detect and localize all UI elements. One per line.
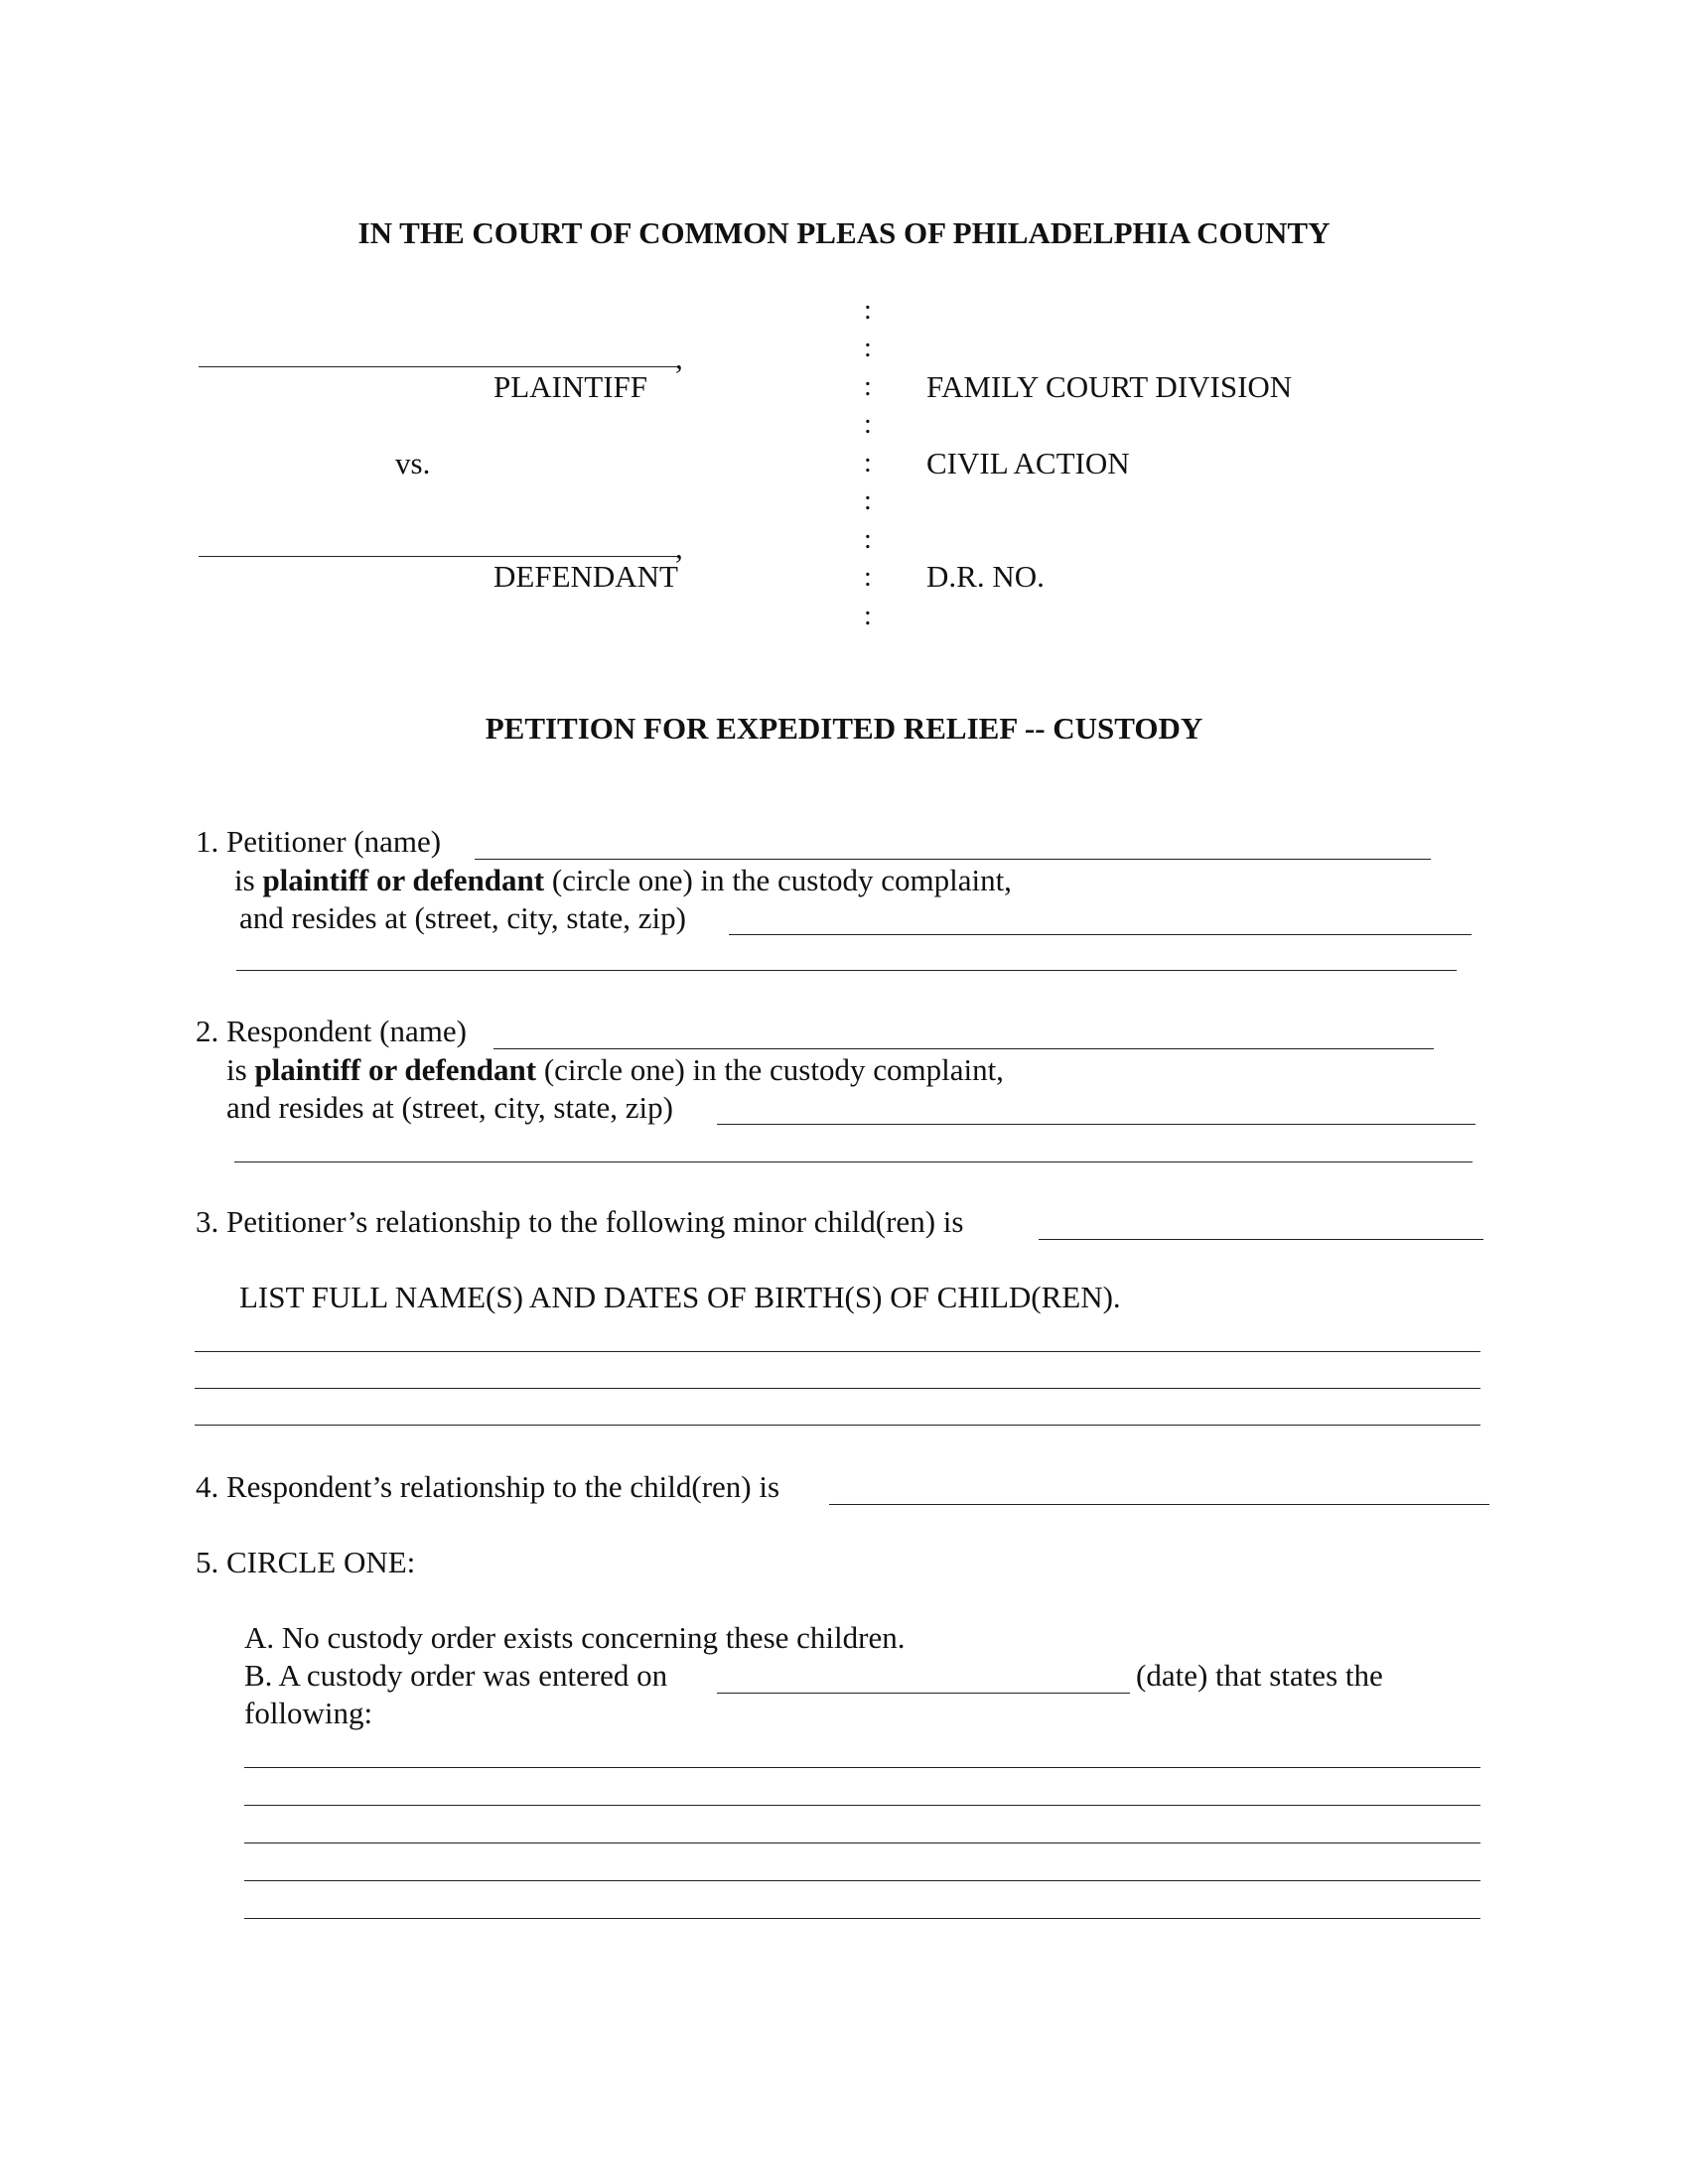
caption-colon-4: : [864, 409, 872, 440]
item3-relationship-label: 3. Petitioner’s relationship to the following minor child(ren) is [196, 1204, 964, 1239]
item1-address-field-2[interactable] [236, 970, 1457, 971]
caption-colon-2: : [864, 333, 872, 363]
item1-party-options[interactable]: plaintiff or defendant [262, 863, 545, 897]
caption-colon-5: : [864, 448, 872, 478]
defendant-comma: , [675, 530, 683, 565]
item5-order-line-5[interactable] [244, 1918, 1480, 1919]
item3-children-line-2[interactable] [195, 1388, 1480, 1389]
item1-petitioner-name-label: 1. Petitioner (name) [196, 824, 442, 859]
item2-respondent-name-label: 2. Respondent (name) [196, 1014, 467, 1048]
item5-option-b-date-suffix: (date) that states the [1136, 1658, 1383, 1693]
vs-label: vs. [395, 446, 431, 480]
item3-children-line-3[interactable] [195, 1425, 1480, 1426]
item2-respondent-name-field[interactable] [493, 1048, 1434, 1049]
court-title: IN THE COURT OF COMMON PLEAS OF PHILADELPHIA COUNTY [357, 215, 1331, 250]
item5-order-line-2[interactable] [244, 1805, 1480, 1806]
division-label: FAMILY COURT DIVISION [926, 369, 1293, 404]
item5-order-date-field[interactable] [717, 1693, 1130, 1694]
caption-colon-8: : [864, 562, 872, 593]
plaintiff-label: PLAINTIFF [493, 369, 648, 404]
item1-address-field-1[interactable] [729, 934, 1472, 935]
item2-address-field-1[interactable] [717, 1124, 1476, 1125]
caption-colon-6: : [864, 485, 872, 516]
item5-order-line-1[interactable] [244, 1767, 1480, 1768]
plaintiff-comma: , [675, 341, 683, 375]
action-label: CIVIL ACTION [926, 446, 1130, 480]
docket-label: D.R. NO. [926, 559, 1045, 594]
item4-relationship-label: 4. Respondent’s relationship to the child(ren) is [196, 1469, 780, 1504]
form-title: PETITION FOR EXPEDITED RELIEF -- CUSTODY [485, 711, 1203, 746]
item2-address-field-2[interactable] [234, 1161, 1473, 1162]
item5-heading: 5. CIRCLE ONE: [196, 1545, 416, 1579]
item5-order-line-4[interactable] [244, 1880, 1480, 1881]
defendant-label: DEFENDANT [493, 559, 678, 594]
caption-colon-1: : [864, 295, 872, 326]
item1-party-post: (circle one) in the custody complaint, [544, 863, 1012, 897]
caption-colon-3: : [864, 371, 872, 402]
item5-option-b-label[interactable]: B. A custody order was entered on [244, 1658, 668, 1693]
item2-address-label: and resides at (street, city, state, zip) [226, 1090, 673, 1125]
item3-children-line-1[interactable] [195, 1351, 1480, 1352]
item1-party-pre: is [234, 863, 263, 897]
item1-petitioner-name-field[interactable] [475, 859, 1431, 860]
item4-relationship-field[interactable] [829, 1504, 1489, 1505]
item1-party-line [234, 862, 1012, 899]
item2-party-post: (circle one) in the custody complaint, [536, 1052, 1004, 1087]
item1-address-label: and resides at (street, city, state, zip) [239, 900, 686, 935]
item2-party-pre: is [226, 1052, 255, 1087]
item2-party-options[interactable]: plaintiff or defendant [254, 1052, 537, 1087]
item5-option-b-continuation: following: [244, 1696, 373, 1730]
item3-relationship-field[interactable] [1039, 1239, 1483, 1240]
defendant-name-line[interactable] [199, 556, 678, 557]
item2-party-line [226, 1051, 1004, 1089]
caption-colon-9: : [864, 601, 872, 631]
caption-colon-7: : [864, 524, 872, 555]
item5-option-a[interactable]: A. No custody order exists concerning these children. [244, 1620, 906, 1655]
item3-instruction: LIST FULL NAME(S) AND DATES OF BIRTH(S) OF CHILD(REN). [239, 1280, 1121, 1314]
plaintiff-name-line[interactable] [199, 366, 678, 367]
